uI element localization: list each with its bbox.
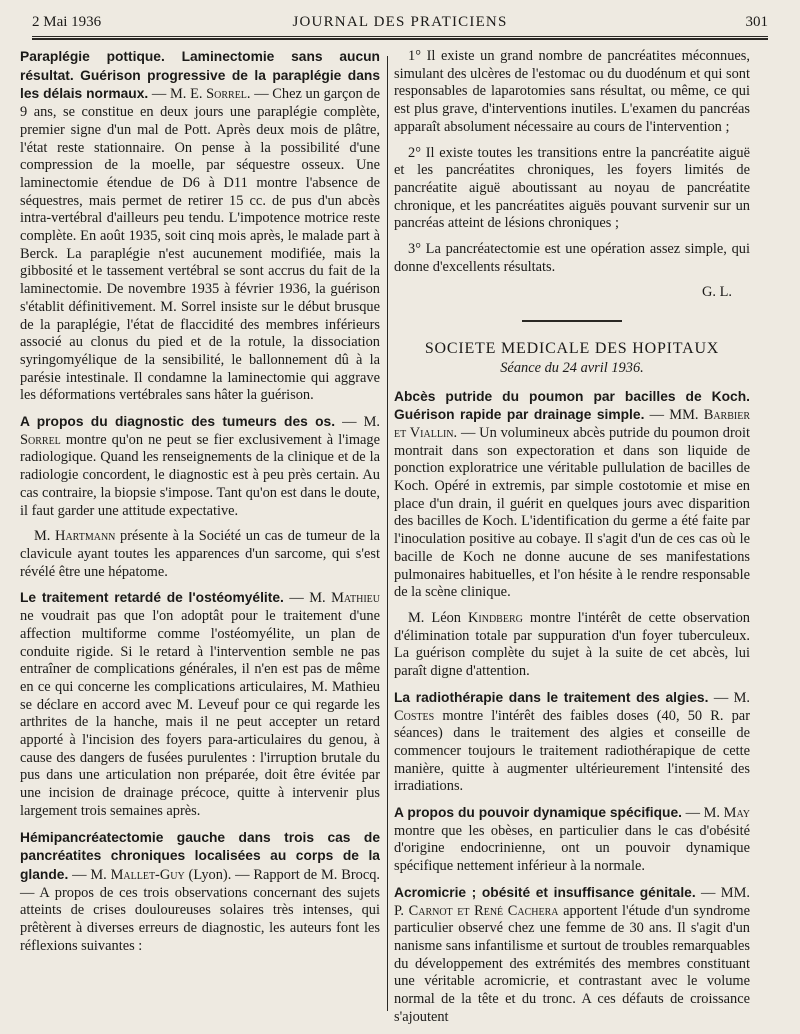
seance-line: Séance du 24 avril 1936. xyxy=(500,359,644,376)
article-abces: Abcès putride du poumon par bacilles de Koch. Guérison rapide par drainage simple. — MM. Barbier et Viallin. — Un volumineux abcès putride du poumon droit montrait dans son expectoration et dans son liquide de ponction exploratrice une véritable pullulation de bacilles de Koch. Opéré in extremis, par simple costotomie et mise en place d'un drain, il guérit en quelques jours avec disparition des bacilles de Koch. L'identification du germe a été faite par l'inoculation positive au cobaye. Il s'agit d'un de ces cas où le bacille de Koch ne donne aucune de ses manifestations pulmonaires habituelles, et l'on hésite à le rendre responsable de la scène clinique. xyxy=(394,388,750,601)
column-divider xyxy=(387,56,388,1011)
page-header xyxy=(32,10,768,37)
point-2: 2° Il existe toutes les transitions entre la pancréatite aiguë et les pancréatites chroniques, les foyers limités de pancréatite aiguë aboutissant au noyau de pancréatite chronique, et les pancréatites aiguës pouvant survenir sur un pancréas atteint de lésions chroniques ; xyxy=(394,144,750,232)
article-osteomyelite: Le traitement retardé de l'ostéomyélite. — M. Mathieu ne voudrait pas que l'on adoptât pour le traitement d'une affection multiforme comme l'ostéomyélite, un plan de conduite rigide. Si le retard à l'intervention semble ne pas entraîner de complications générales, il n'en est pas de même en ce qui concerne les complications articulaires, M. Mathieu se déclare en accord avec M. Leveuf pour ce qui regarde les arthrites de la hanche, mais il ne peut accepter un retard apporté à l'incision des foyers para-articulaires du genou, à cause des dangers de fusées purulentes : l'irruption brutale du pus dans une articulation non préparée, doit être évitée par une incision de drainage précoce, quitte à intervenir plus largement trois semaines après. xyxy=(20,590,381,819)
section-separator xyxy=(522,320,622,322)
article-acromicrie: Acromicrie ; obésité et insuffisance génitale. — MM. P. Carnot et René Cachera apportent l'étude d'un syndrome particulier observé chez une femme de 30 ans. Il s'agit d'un nanisme sans infantilisme et surtout de troubles remarquables du développement des extrémités des membres constituant une véritable acromicrie, et contrastant avec le volume normal de la tête et du tronc. A ces défauts de croissance s'ajoutent xyxy=(394,884,751,1025)
right-column xyxy=(394,48,750,1034)
section-title: SOCIETE MEDICALE DES HOPITAUX xyxy=(424,340,720,358)
article-paraplegie: Paraplégie pottique. Laminectomie sans aucun résultat. Guérison progressive de la paraplégie dans les délais normaux. — M. E. Sorrel. — Chez un garçon de 9 ans, se constitue en deux jours une paraplégie complète, premier signe d'un mal de Pott. Après deux mois de plâtre, l'état reste stationnaire. On pense à la possibilité d'une compression de la moelle, par séquestre osseux. Une laminectomie étendue de D6 à D11 montre l'absence de séquestres, mais permet de retirer 15 cc. de pus d'un abcès intra-vertébral d'ailleurs peu tendu. L'impotence motrice reste complète. En août 1935, soit cinq mois après, le malade part à Berck. La paraplégie n'est aucunement modifiée, mais la gibbosité et le tassement vertébral se sont accrus du fait de la laminectomie. De novembre 1935 à février 1936, la guérison s'établit définitivement. M. Sorrel insiste sur le début brusque de la paraplégie, l'état de flaccidité des membres inférieurs associé au clonus du pied et de la rotule, la dissociation syringomyélique de la sensibilité, le ballonnement dû à la parésie intestinale. Il condamne la laminectomie qui aggrave les déformations vertébrales sans hâter la guérison. xyxy=(20,49,381,404)
page-number: 301 xyxy=(745,14,768,30)
article-hartmann: M. Hartmann présente à la Société un cas de tumeur de la clavicule ayant toutes les apparences d'un sarcome, qui s'est révélé être une hépatome. xyxy=(20,528,380,580)
signature: G. L. xyxy=(702,284,732,301)
article-kindberg: M. Léon Kindberg montre l'intérêt de cette observation d'élimination totale par suppuration d'un foyer tuberculeux. La guérison complète du sujet à la suite de cet abcès, lui paraît digne d'attention. xyxy=(394,609,750,680)
article-hemipancreatectomie: Hémipancréatectomie gauche dans trois cas de pancréatites chroniques localisées au corps de la glande. — M. Mallet-Guy (Lyon). — Rapport de M. Brocq. — A propos de ces trois observations concernant des sujets atteints de crises douloureuses solaires très intenses, qui prêtèrent à diverses erreurs de diagnostic, les auteurs font les réflexions suivantes : xyxy=(20,829,380,954)
article-tumeurs-os: A propos du diagnostic des tumeurs des os. — M. Sorrel montre qu'on ne peut se fier exclusivement à l'image radiologique. Quand les renseignements de la clinique et de la radiologie concordent, le diagnostic est à peu près certain. Au cas contraire, la biopsie s'impose. Tant qu'on est dans le doute, il faut garder une attitude expectative. xyxy=(20,414,380,519)
article-pouvoir-dynamique: A propos du pouvoir dynamique spécifique. — M. May montre que les obèses, en particulier dans le cas d'obésité d'origine endocrinienne, ont un pouvoir dynamique spécifique nettement inférieur à la normale. xyxy=(394,805,750,875)
left-column xyxy=(20,48,380,963)
article-radiotherapie: La radiothérapie dans le traitement des algies. — M. Costes montre l'intérêt des faibles doses (40, 50 R. par séances) dans le traitement des algies et conseille de commencer toujours le traitement radiothérapique de cette manière, quitte à augmenter ultérieurement l'intensité des irradiations. xyxy=(394,689,750,795)
issue-date: 2 Mai 1936 xyxy=(32,14,102,30)
header-rule xyxy=(32,38,768,40)
point-1: 1° Il existe un grand nombre de pancréatites méconnues, simulant des ulcères de l'estomac ou du duodénum et qui sont responsables de laparotomies sans résultat, ou même, ce qui est plus grave, d'interventions inutiles. L'examen du pancréas apparaît absolument nécessaire au cours de l'intervention ; xyxy=(394,48,750,135)
point-3: 3° La pancréatectomie est une opération assez simple, qui donne d'excellents résultats. xyxy=(394,241,750,275)
journal-title: JOURNAL DES PRATICIENS xyxy=(292,14,508,30)
